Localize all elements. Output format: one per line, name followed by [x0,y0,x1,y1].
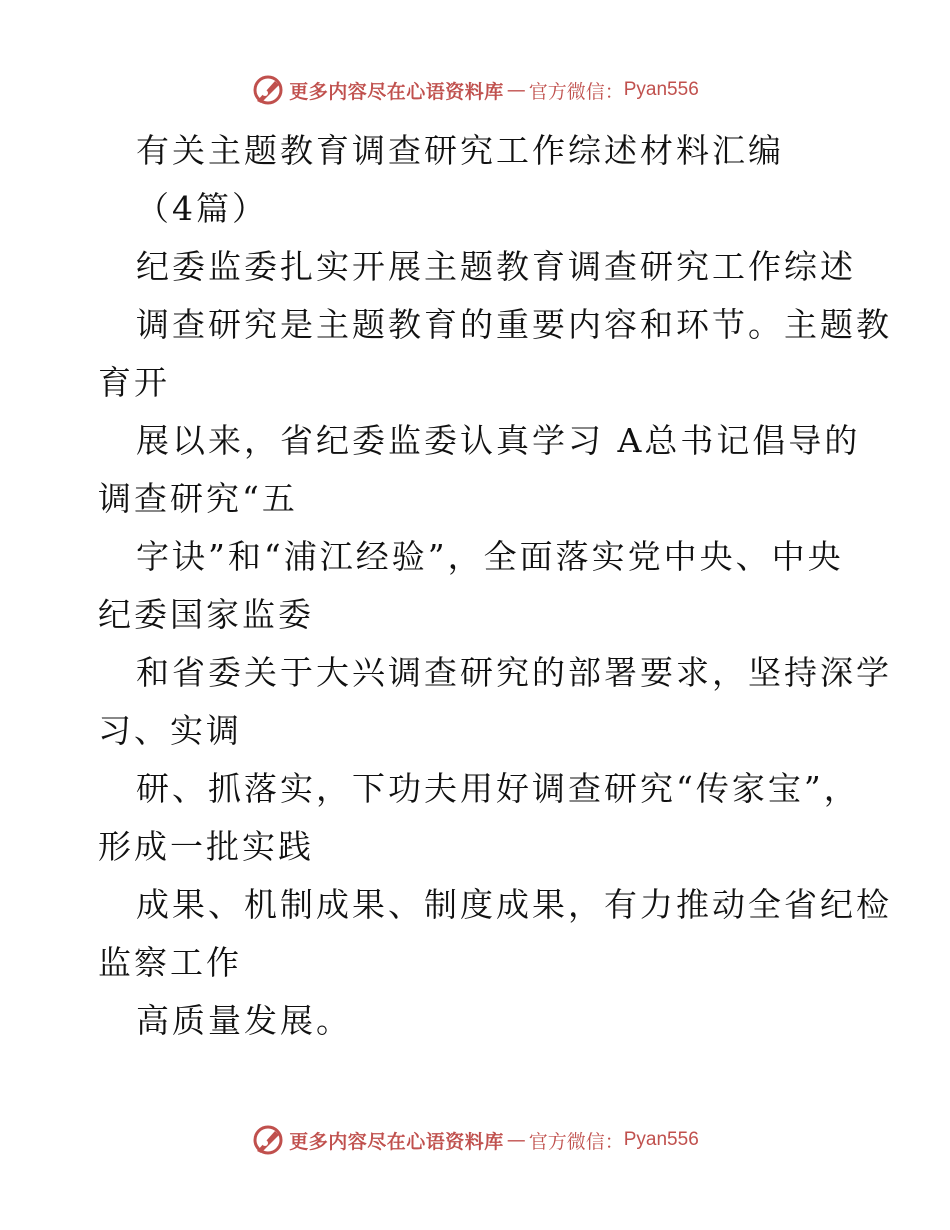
document-subtitle: （4篇） [136,189,268,228]
paragraph-line: 调查研究“五 [98,479,298,518]
watermark-id: Pyan556 [623,79,699,100]
watermark-text: 更多内容尽在心语资料库 [289,80,504,103]
paragraph-line: 育开 [98,363,170,402]
watermark-text: 更多内容尽在心语资料库 [289,1130,504,1153]
paragraph-line: 监察工作 [98,943,242,982]
watermark-dash: — [506,1129,526,1151]
paragraph-line: 展以来，省纪委监委认真学习 A总书记倡导的 [136,421,861,460]
paragraph-line: 形成一批实践 [98,827,314,866]
paragraph-line: 字诀”和“浦江经验”，全面落实党中央、中央 [136,537,844,576]
paragraph-line: 和省委关于大兴调查研究的部署要求，坚持深学 [136,653,892,692]
watermark-id: Pyan556 [623,1129,699,1150]
pen-logo-icon [251,1123,285,1157]
section-heading: 纪委监委扎实开展主题教育调查研究工作综述 [136,247,856,286]
header-watermark [0,72,950,108]
paragraph-line: 调查研究是主题教育的重要内容和环节。主题教 [136,305,892,344]
document-body [98,122,892,1050]
pen-logo-icon [251,73,285,107]
watermark-dash: — [506,79,526,101]
watermark-contact: 官方微信： [528,1130,624,1153]
watermark-contact: 官方微信： [528,80,624,103]
paragraph-line: 研、抓落实，下功夫用好调查研究“传家宝”， [136,769,860,808]
document-title: 有关主题教育调查研究工作综述材料汇编 [136,131,784,170]
paragraph-line: 成果、机制成果、制度成果，有力推动全省纪检 [136,885,892,924]
footer-watermark [0,1122,950,1158]
paragraph-line: 习、实调 [98,711,242,750]
paragraph-line: 高质量发展。 [136,1001,352,1040]
paragraph-line: 纪委国家监委 [98,595,314,634]
